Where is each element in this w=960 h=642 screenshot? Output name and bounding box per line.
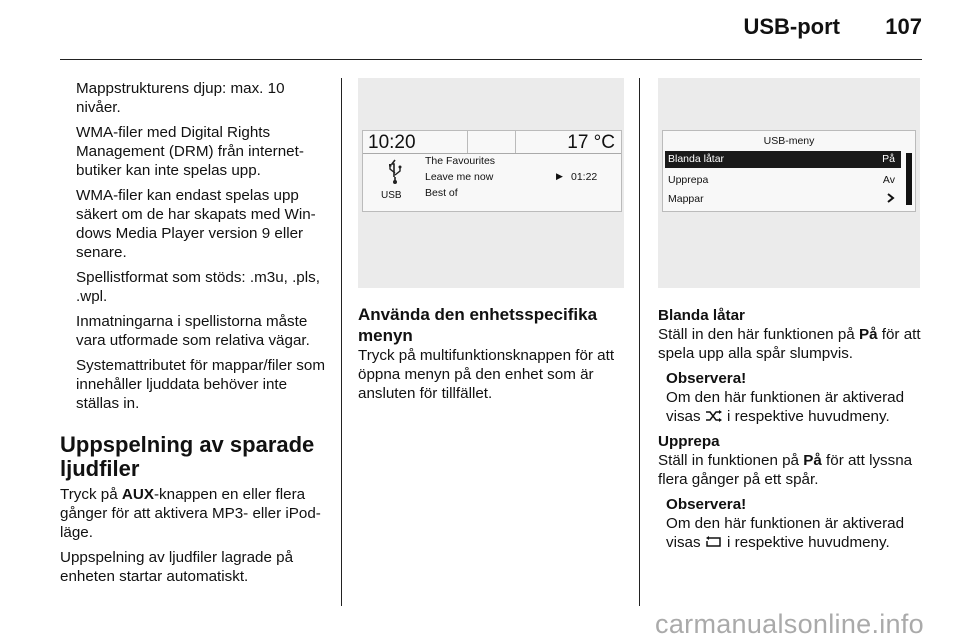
menu-item-folders: Mappar	[665, 191, 901, 208]
repeat-icon	[705, 534, 723, 546]
watermark: carmanualsonline.info	[655, 609, 924, 639]
column-1	[60, 79, 332, 592]
paragraph: Uppspelning av ljudfiler lagrade på enheten startar automatiskt.	[60, 549, 294, 585]
note: Observera! Om den här funktionen är aktiverad visas i respektive huvudmeny.	[666, 370, 905, 425]
play-icon: ▶	[556, 171, 563, 181]
page-header-title: USB-port	[743, 14, 840, 39]
column-3	[658, 306, 924, 558]
scrollbar	[906, 153, 912, 205]
usb-menu-display	[662, 130, 916, 212]
paragraph: Tryck på AUX-knappen en eller flera gånger för att aktivera MP3- eller iPod-läge.	[60, 486, 321, 541]
track-line: Leave me now	[425, 171, 494, 183]
note: Observera! Om den här funktionen är aktiverad visas i respektive huvudmeny.	[666, 496, 905, 551]
column-2	[358, 78, 624, 403]
paragraph: Ställ in funktionen på På för att lyssna flera gånger på ett spår.	[658, 452, 913, 488]
section-heading: Uppspelning av sparade ljudfiler	[60, 432, 315, 481]
column-divider	[341, 78, 342, 606]
shuffle-icon	[705, 408, 723, 420]
track-line: The Favourites	[425, 155, 496, 167]
paragraph: Spellistformat som stöds: .m3u, .pls, .wpl.	[76, 269, 320, 305]
paragraph: Inmatningarna i spellistorna måste vara utformade som relativa vägar.	[76, 313, 310, 349]
menu-title: USB-meny	[763, 135, 815, 147]
page-number: 107	[885, 14, 922, 39]
header-divider	[60, 59, 922, 60]
paragraph: Tryck på multifunktionsknappen för att öppna menyn på den enhet som är ansluten för tillfället.	[358, 347, 615, 402]
chevron-right-icon	[887, 193, 895, 206]
paragraph: WMA-filer med Digital Rights Management (DRM) från internet-butiker kan inte spelas upp.	[76, 124, 304, 179]
paragraph: WMA-filer kan endast spelas upp säkert om de har skapats med Win-dows Media Player version 9 eller senare.	[76, 187, 316, 261]
paragraph: Ställ in den här funktionen på På för att spela upp alla spår slumpvis.	[658, 326, 921, 362]
section-heading: Använda den enhetsspecifika menyn	[358, 305, 598, 345]
subheading: Upprepa	[658, 433, 720, 450]
menu-item-shuffle: Blanda låtar På	[665, 151, 901, 168]
subheading: Blanda låtar	[658, 307, 745, 324]
temperature: 17 °C	[567, 132, 615, 153]
source-label: USB	[381, 190, 402, 201]
play-time: 01:22	[571, 171, 598, 183]
clock: 10:20	[368, 132, 416, 153]
paragraph: Mappstrukturens djup: max. 10 nivåer.	[76, 80, 285, 116]
menu-item-repeat: Upprepa Av	[668, 174, 895, 186]
paragraph: Systemattributet för mappar/filer som innehåller ljuddata behöver inte ställas in.	[76, 357, 325, 412]
column-divider	[639, 78, 640, 606]
track-line: Best of	[425, 187, 458, 199]
